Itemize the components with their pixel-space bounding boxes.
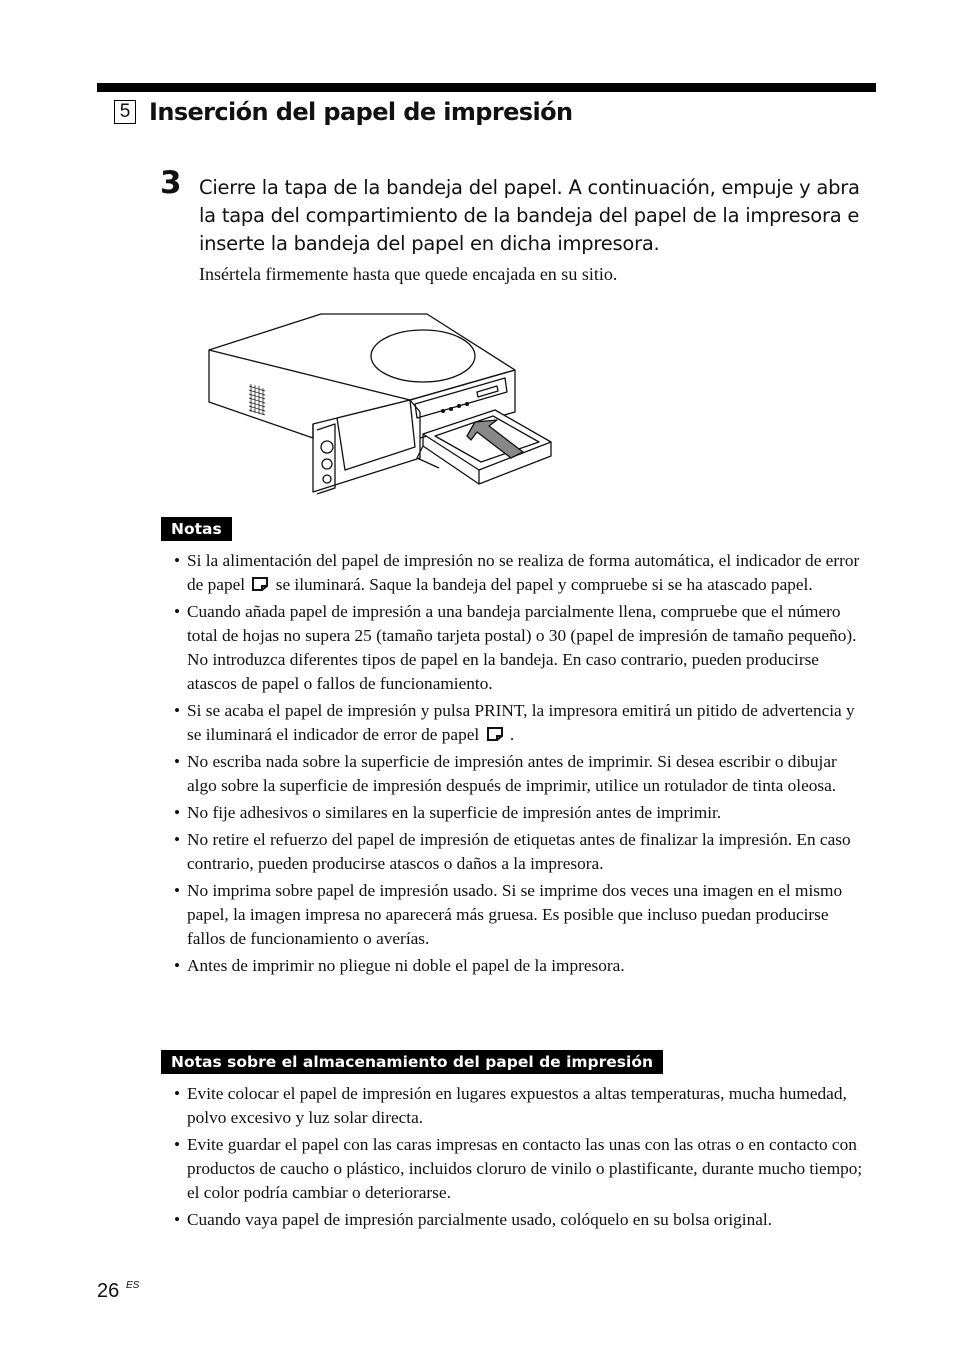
step-instruction: Cierre la tapa de la bandeja del papel. A continuación, empuje y abra la tapa del compartimiento de la bandeja del papel de la impresora e inserte la bandeja del papel en dicha impresora. [199, 176, 860, 255]
step-subtext: Insértela firmemente hasta que quede encajada en su sitio. [199, 264, 618, 284]
printer-paper-tray-insertion-illustration [205, 312, 557, 496]
storage-note-item: • Evite colocar el papel de impresión en lugares expuestos a altas temperaturas, mucha humedad, polvo excesivo y luz solar directa. [174, 1082, 864, 1130]
note-item: • No retire el refuerzo del papel de impresión de etiquetas antes de finalizar la impresión. En caso contrario, pueden producirse atascos o daños a la impresora. [174, 828, 864, 876]
storage-note-item: • Evite guardar el papel con las caras impresas en contacto las unas con las otras o en contacto con productos de caucho o plástico, incluidos cloruro de vinilo o plastificante, durante mucho tiempo; el color podría cambiar o deteriorarse. [174, 1133, 864, 1205]
paper-error-icon [251, 576, 269, 592]
notes-list [174, 549, 864, 981]
storage-notes-heading: Notas sobre el almacenamiento del papel de impresión [161, 1050, 663, 1074]
note-item: • No escriba nada sobre la superficie de impresión antes de imprimir. Si desea escribir o dibujar algo sobre la superficie de impresión después de imprimir, utilice un rotulador de tinta oleosa. [174, 750, 864, 798]
section-title: Inserción del papel de impresión [149, 98, 573, 126]
note-item: • Si la alimentación del papel de impresión no se realiza de forma automática, el indicador de error de papel se iluminará. Saque la bandeja del papel y compruebe si se ha atascado papel. [174, 549, 864, 597]
note-item: • No imprima sobre papel de impresión usado. Si se imprime dos veces una imagen en el mismo papel, la imagen impresa no aparecerá más gruesa. Es posible que incluso puedan producirse fallos de funcionamiento o averías. [174, 879, 864, 951]
step-number: 3 [160, 165, 182, 201]
note-item: • Si se acaba el papel de impresión y pulsa PRINT, la impresora emitirá un pitido de advertencia y se iluminará el indicador de error de papel . [174, 699, 864, 747]
page-language-code: ES [126, 1280, 140, 1291]
note-item: • No fije adhesivos o similares en la superficie de impresión antes de imprimir. [174, 801, 864, 825]
note-item: • Antes de imprimir no pliegue ni doble el papel de la impresora. [174, 954, 864, 978]
top-rule [97, 83, 876, 92]
paper-error-icon [486, 726, 504, 742]
storage-note-item: • Cuando vaya papel de impresión parcialmente usado, colóquelo en su bolsa original. [174, 1208, 864, 1232]
storage-notes-list [174, 1082, 864, 1235]
section-number-box: 5 [114, 100, 136, 124]
notes-heading: Notas [161, 517, 232, 541]
note-item: • Cuando añada papel de impresión a una bandeja parcialmente llena, compruebe que el número total de hojas no supera 25 (tamaño tarjeta postal) o 30 (papel de impresión de tamaño pequeño). No introduzca diferentes tipos de papel en la bandeja. En caso contrario, pueden producirse atascos de papel o fallos de funcionamiento. [174, 600, 864, 696]
page-number: 26 [97, 1280, 120, 1302]
